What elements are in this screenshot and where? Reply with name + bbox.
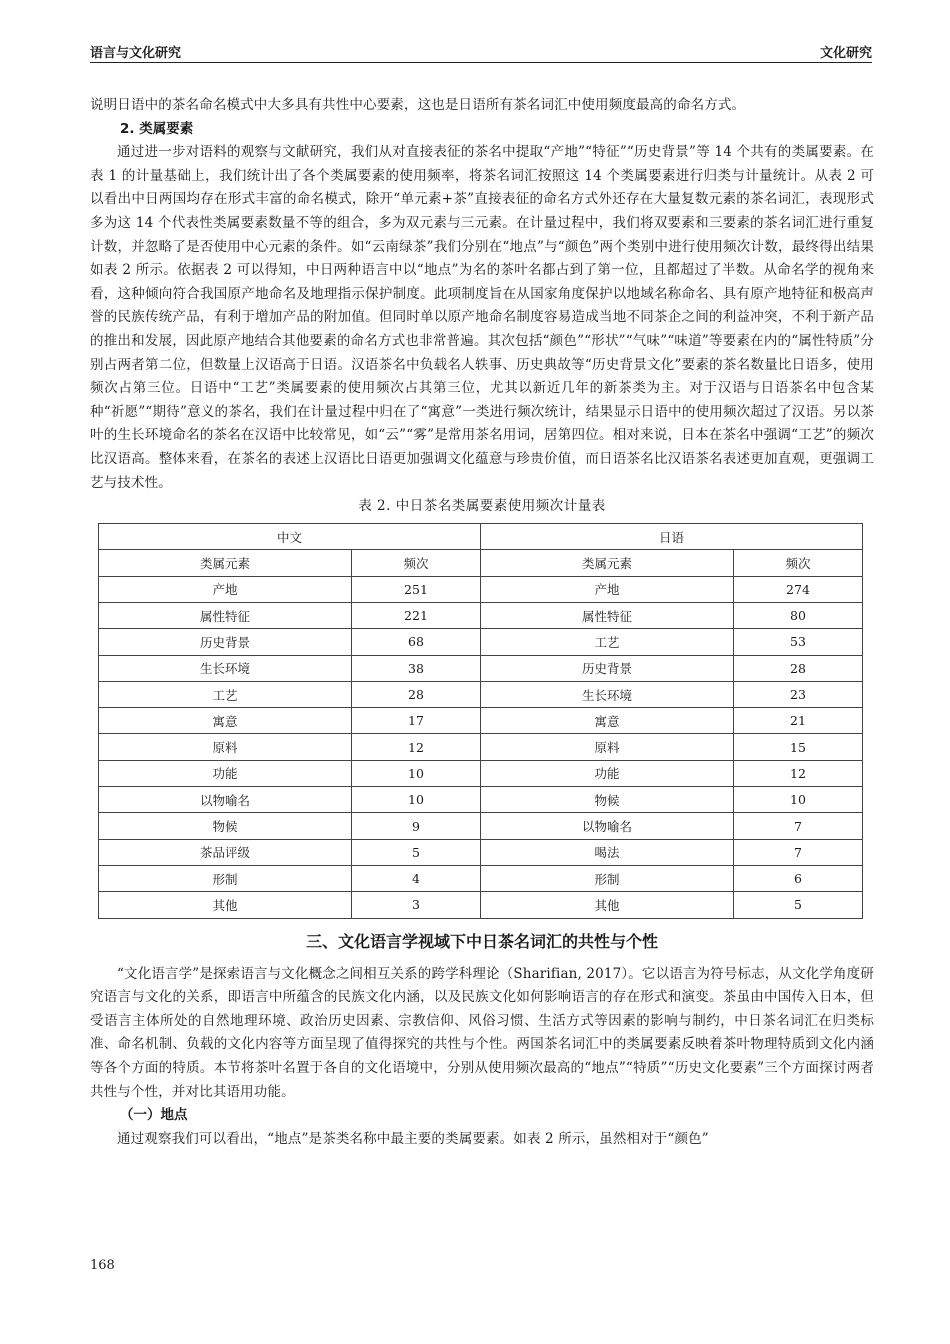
- table-column-header-row: [99, 550, 863, 576]
- table-cell: 其他: [99, 892, 352, 918]
- table-caption: 表 2. 中日茶名类属要素使用频次计量表: [358, 498, 606, 515]
- table-cell: 属性特征: [480, 602, 733, 628]
- table-cell: 7: [733, 839, 862, 865]
- table-cell: 以物喻名: [99, 787, 352, 813]
- section2-heading: 2. 类属要素: [120, 120, 194, 137]
- table-cell: 物候: [99, 813, 352, 839]
- table-cell: 21: [733, 708, 862, 734]
- table-cell: 38: [351, 655, 480, 681]
- table-row: [99, 629, 863, 655]
- column-header: 频次: [733, 550, 862, 576]
- table-cell: 以物喻名: [480, 813, 733, 839]
- table-cell: 6: [733, 865, 862, 891]
- table-group-header-row: [99, 524, 863, 550]
- table-cell: 5: [733, 892, 862, 918]
- table-cell: 属性特征: [99, 602, 352, 628]
- group-header-japanese: 日语: [480, 524, 862, 550]
- table-cell: 功能: [99, 760, 352, 786]
- table-cell: 12: [351, 734, 480, 760]
- page-number: 168: [90, 1258, 115, 1273]
- running-header: [90, 40, 872, 63]
- table-cell: 产地: [480, 576, 733, 602]
- section3-paragraph: “文化语言学”是探索语言与文化概念之间相互关系的跨学科理论（Sharifian, 2017）。它以语言为符号标志，从文化学角度研究语言与文化的关系，即语言中所蕴含的民族文化内涵，以及民族文化如何影响语言的存在形式和演变。茶虽由中国传入日本，但受语言主体所处的自然地理环境、政治历史因素、宗教信仰、风俗习惯、生活方式等因素的影响与制约，中日茶名词汇在归类标准、命名机制、负载的文化内容等方面呈现了值得探究的共性与个性。两国茶名词汇中的类属要素反映着茶叶物理特质到文化内涵等各个方面的特质。本节将茶叶名置于各自的文化语境中，分别从使用频次最高的“地点”“特质”“历史文化要素”三个方面探讨两者共性与个性，并对比其语用功能。: [90, 965, 874, 1100]
- table-cell: 产地: [99, 576, 352, 602]
- table-cell: 原料: [99, 734, 352, 760]
- table-cell: 寓意: [480, 708, 733, 734]
- section-label: 文化研究: [819, 46, 872, 61]
- table-row: [99, 655, 863, 681]
- table-cell: 喝法: [480, 839, 733, 865]
- table-row: [99, 708, 863, 734]
- table-cell: 80: [733, 602, 862, 628]
- table-row: [99, 734, 863, 760]
- section3-title: 三、文化语言学视域下中日茶名词汇的共性与个性: [305, 931, 658, 951]
- table-cell: 251: [351, 576, 480, 602]
- column-header: 频次: [351, 550, 480, 576]
- table-cell: 形制: [99, 865, 352, 891]
- subsection-paragraph: 通过观察我们可以看出，“地点”是茶类名称中最主要的类属要素。如表 2 所示，虽然相对于“颜色”: [117, 1130, 709, 1147]
- group-header-chinese: 中文: [99, 524, 481, 550]
- table-cell: 生长环境: [99, 655, 352, 681]
- table-cell: 28: [351, 681, 480, 707]
- table-row: [99, 602, 863, 628]
- table-cell: 茶品评级: [99, 839, 352, 865]
- table-row: [99, 787, 863, 813]
- table-cell: 原料: [480, 734, 733, 760]
- table-row: [99, 892, 863, 918]
- table-cell: 历史背景: [99, 629, 352, 655]
- table-cell: 历史背景: [480, 655, 733, 681]
- table-cell: 68: [351, 629, 480, 655]
- table-cell: 工艺: [480, 629, 733, 655]
- frequency-table: [98, 523, 863, 918]
- table-cell: 物候: [480, 787, 733, 813]
- table-row: [99, 576, 863, 602]
- table-row: [99, 760, 863, 786]
- table-cell: 274: [733, 576, 862, 602]
- subsection-heading: （一）地点: [120, 1107, 188, 1124]
- table-cell: 12: [733, 760, 862, 786]
- table-cell: 其他: [480, 892, 733, 918]
- table-cell: 工艺: [99, 681, 352, 707]
- table-cell: 9: [351, 813, 480, 839]
- table-cell: 15: [733, 734, 862, 760]
- journal-title: 语言与文化研究: [90, 46, 182, 61]
- column-header: 类属元素: [480, 550, 733, 576]
- table-cell: 生长环境: [480, 681, 733, 707]
- table-cell: 17: [351, 708, 480, 734]
- intro-paragraph: 说明日语中的茶名命名模式中大多具有共性中心要素，这也是日语所有茶名词汇中使用频度最高的命名方式。: [90, 97, 746, 113]
- table-cell: 28: [733, 655, 862, 681]
- table-cell: 功能: [480, 760, 733, 786]
- table-row: [99, 839, 863, 865]
- table-cell: 221: [351, 602, 480, 628]
- table-cell: 10: [351, 760, 480, 786]
- table-row: [99, 813, 863, 839]
- table-cell: 7: [733, 813, 862, 839]
- table-cell: 53: [733, 629, 862, 655]
- table-cell: 10: [351, 787, 480, 813]
- table-cell: 4: [351, 865, 480, 891]
- table-cell: 寓意: [99, 708, 352, 734]
- table-cell: 5: [351, 839, 480, 865]
- table-row: [99, 681, 863, 707]
- table-cell: 3: [351, 892, 480, 918]
- table-cell: 形制: [480, 865, 733, 891]
- article-body: [90, 94, 874, 1151]
- section2-paragraph: 通过进一步对语料的观察与文献研究，我们从对直接表征的茶名中提取“产地”“特征”“历史背景”等 14 个共有的类属要素。在表 1 的计量基础上，我们统计出了各个类属要素的使用频率，将茶名词汇按照这 14 个类属要素进行归类与计量统计。从表 2 可以看出中日两国均存在形式丰富的命名模式，除开“单元素+茶”直接表征的命名方式外还存在大量复数元素的茶名词汇，表现形式多为这 14 个代表性类属要素数量不等的组合，多为双元素与三元素。在计量过程中，我们将双要素和三要素的茶名词汇进行重复计数，并忽略了是否使用中心元素的条件。如“云南绿茶”我们分别在“地点”与“颜色”两个类别中进行使用频次计数，最终得出结果如表 2 所示。依据表 2 可以得知，中日两种语言中以“地点”为名的茶叶名都占到了第一位，且都超过了半数。从命名学的视角来看，这种倾向符合我国原产地命名及地理指示保护制度。此项制度旨在从国家角度保护以地域名称命名、具有原产地特征和极高声誉的民族传统产品，有利于增加产品的附加值。但同时单以原产地命名制度容易造成当地不同茶企之间的利益冲突，不利于新产品的推出和发展，因此原产地结合其他要素的命名方式也非常普遍。其次包括“颜色”“形状”“气味”“味道”等要素在内的“属性特质”分别占两者第二位，但数量上汉语高于日语。汉语茶名中负载名人轶事、历史典故等“历史背景文化”要素的茶名数量比日语多，使用频次占第三位。日语中“工艺”类属要素的使用频次占其第三位，尤其以新近几年的新茶类为主。对于汉语与日语茶名中包含某种“祈愿”“期待”意义的茶名，我们在计量过程中归在了“寓意”一类进行频次统计，结果显示日语中的使用频次超过了汉语。另以茶叶的生长环境命名的茶名在汉语中比较常见，如“云”“雾”是常用茶名用词，居第四位。相对来说，日本在茶名中强调“工艺”的频次比汉语高。整体来看，在茶名的表述上汉语比日语更加强调文化蕴意与珍贵价值，而日语茶名比汉语茶名表述更加直观，更强调工艺与技术性。: [90, 144, 874, 491]
- table-cell: 23: [733, 681, 862, 707]
- table-cell: 10: [733, 787, 862, 813]
- column-header: 类属元素: [99, 550, 352, 576]
- table-row: [99, 865, 863, 891]
